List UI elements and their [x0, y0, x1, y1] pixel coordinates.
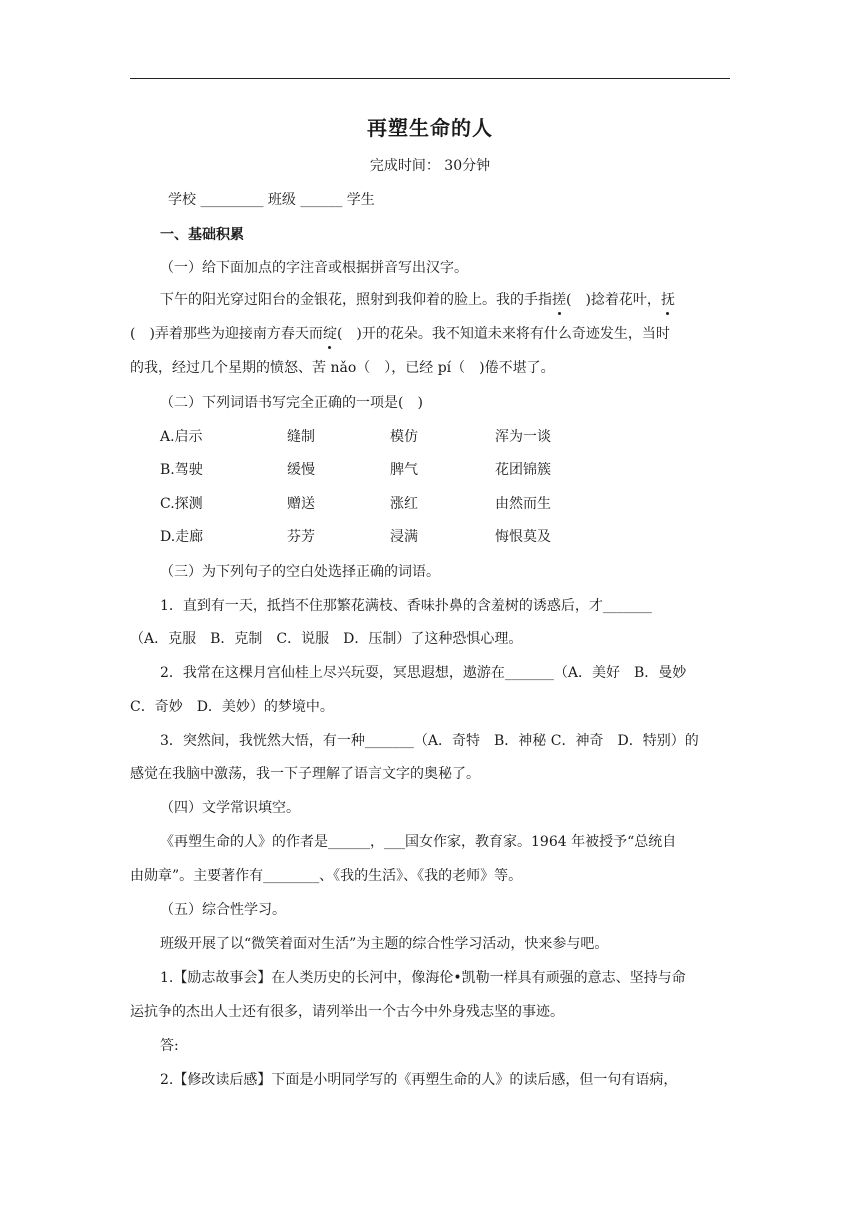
- option-cell: 悔恨莫及: [495, 529, 551, 545]
- page-title: 再塑生命的人: [367, 116, 493, 140]
- answer-label: 答:: [160, 1038, 179, 1054]
- q2-option-c: [0, 494, 860, 514]
- q1-text: ( )弄着那些为迎接南方春天而: [130, 326, 323, 342]
- dotted-char: 绽: [322, 326, 337, 342]
- q1-heading: （一）给下面加点的字注音或根据拼音写出汉字。: [160, 260, 468, 276]
- option-cell: C.探测: [160, 496, 203, 512]
- student-info-line: 学校 _________ 班级 ______ 学生: [168, 192, 375, 208]
- option-cell: 脾气: [390, 462, 418, 478]
- q5-item-1-line-1: 1.【励志故事会】在人类历史的长河中，像海伦•凯勒一样具有顽强的意志、坚持与命: [160, 970, 686, 986]
- option-cell: 缝制: [287, 429, 315, 445]
- q4-line-1: 《再塑生命的人》的作者是______，___国女作家，教育家。1964 年被授予“总统自: [160, 834, 677, 850]
- section-heading-basics: 一、基础积累: [160, 227, 244, 243]
- q3-item-1-line-2: （A．克服 B．克制 C．说服 D．压制）了这种恐惧心理。: [130, 631, 523, 647]
- dotted-char: 抚: [660, 292, 675, 308]
- q2-option-b: [0, 460, 860, 480]
- q3-item-1-line-1: 1．直到有一天，抵挡不住那繁花满枝、香味扑鼻的含羞树的诱惑后，才_______: [160, 598, 652, 614]
- option-cell: B.驾驶: [160, 462, 203, 478]
- option-cell: 由然而生: [495, 496, 551, 512]
- option-cell: A.启示: [160, 429, 203, 445]
- option-cell: D.走廊: [160, 529, 204, 545]
- q5-heading: （五）综合性学习。: [160, 902, 286, 918]
- option-cell: 模仿: [390, 429, 418, 445]
- q5-item-1-line-2: 运抗争的杰出人士还有很多，请列举出一个古今中外身残志坚的事迹。: [130, 1004, 564, 1020]
- q3-item-3-line-1: 3．突然间，我恍然大悟，有一种_______（A．奇特 B．神秘 C．神奇 D．特别）的: [160, 733, 699, 749]
- q3-item-3-line-2: 感觉在我脑中激荡，我一下子理解了语言文字的奥秘了。: [130, 766, 480, 782]
- option-cell: 浸满: [390, 529, 418, 545]
- option-cell: 花团锦簇: [495, 462, 551, 478]
- q2-option-d: [0, 527, 860, 547]
- q1-paragraph-line-2: [130, 324, 670, 344]
- option-cell: 浑为一谈: [495, 429, 551, 445]
- option-cell: 缓慢: [287, 462, 315, 478]
- q2-option-a: [0, 427, 860, 447]
- option-cell: 芬芳: [287, 529, 315, 545]
- q1-paragraph-line-1: [160, 290, 675, 310]
- dotted-char: 搓: [552, 292, 566, 308]
- option-cell: 赠送: [287, 496, 315, 512]
- q1-text: 下午的阳光穿过阳台的金银花，照射到我仰着的脸上。我的手指: [160, 292, 552, 308]
- q3-item-2-line-1: 2．我常在这棵月宫仙桂上尽兴玩耍，冥思遐想，遨游在_______（A．美好 B．曼妙: [160, 665, 687, 681]
- header-rule: [130, 78, 730, 79]
- q5-item-2-line-1: 2.【修改读后感】下面是小明同学写的《再塑生命的人》的读后感，但一句有语病，: [160, 1072, 678, 1088]
- q3-heading: （三）为下列句子的空白处选择正确的词语。: [160, 564, 440, 580]
- q5-intro: 班级开展了以“微笑着面对生活”为主题的综合性学习活动，快来参与吧。: [160, 936, 609, 952]
- q1-text: ( )开的花朵。我不知道未来将有什么奇迹发生，当时: [336, 326, 670, 342]
- q1-text: ( )捻着花叶，: [566, 292, 661, 308]
- q4-line-2: 由勋章”。主要著作有________、《我的生活》、《我的老师》等。: [130, 868, 523, 884]
- q4-heading: （四）文学常识填空。: [160, 800, 300, 816]
- q2-heading: （二）下列词语书写完全正确的一项是( ): [160, 395, 423, 411]
- time-limit: 完成时间： 30分钟: [369, 158, 491, 174]
- option-cell: 涨红: [390, 496, 418, 512]
- q3-item-2-line-2: C．奇妙 D．美妙）的梦境中。: [130, 699, 334, 715]
- q1-paragraph-line-3: 的我，经过几个星期的愤怒、苦 nǎo（ ），已经 pí（ )倦不堪了。: [130, 360, 555, 376]
